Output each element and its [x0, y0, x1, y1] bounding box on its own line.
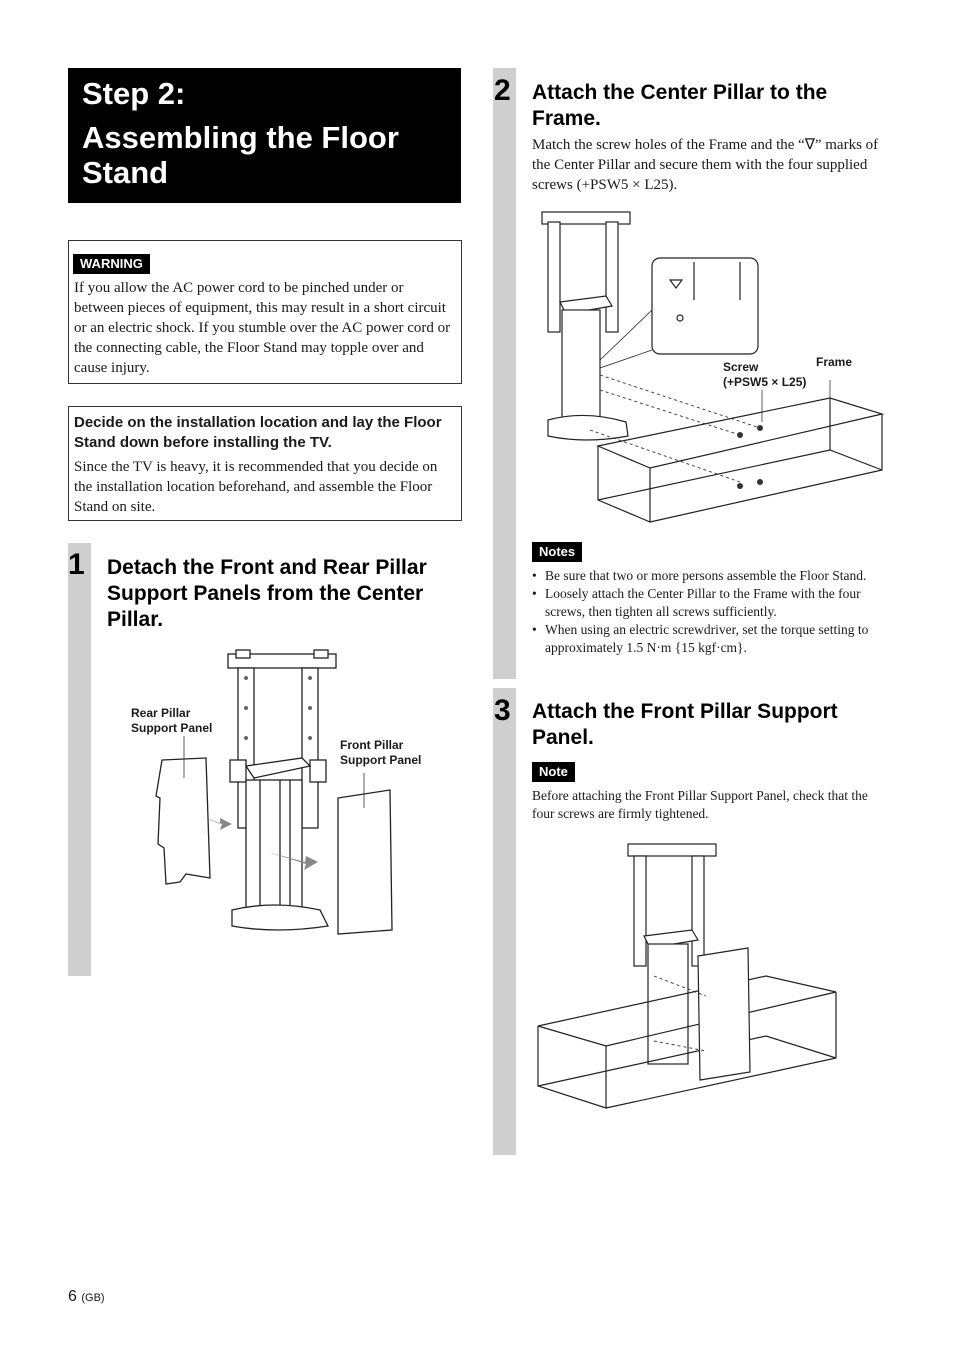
step1-heading: Detach the Front and Rear Pillar Support Panels from the Center Pillar. — [107, 556, 427, 631]
step3-note-text: Before attaching the Front Pillar Support Panel, check that the four screws are firmly tightened. — [532, 788, 868, 821]
decide-heading: Decide on the installation location and lay the Floor Stand down before installing the TV. — [74, 414, 442, 451]
note-tag: Note — [532, 762, 575, 782]
notes-list — [532, 567, 892, 657]
note-item: • Loosely attach the Center Pillar to the Frame with the four screws, then tighten all screws sufficiently. — [532, 585, 892, 621]
step2-heading: Attach the Center Pillar to the Frame. — [532, 81, 828, 130]
notes-tag: Notes — [532, 542, 582, 562]
warning-box — [68, 240, 462, 384]
step2-number: 2 — [494, 74, 511, 107]
label-screw-spec: (+PSW5 × L25) — [723, 375, 807, 389]
step1-bar — [68, 543, 91, 976]
label-front-pillar-panel: Front Pillar Support Panel — [340, 738, 422, 767]
label-rear-pillar-panel: Rear Pillar Support Panel — [131, 706, 213, 735]
warning-tag: WARNING — [73, 254, 150, 274]
step3-number: 3 — [494, 694, 511, 727]
page-number-value: 6 — [68, 1288, 77, 1305]
label-screw: Screw — [723, 360, 759, 374]
decide-box — [68, 406, 462, 521]
step3-illustration — [536, 836, 856, 1126]
note-item: • When using an electric screwdriver, set the torque setting to approximately 1.5 N·m {15 kgf·cm}. — [532, 621, 892, 657]
step3-bar — [493, 688, 516, 1155]
step2-text: Match the screw holes of the Frame and the “∇” marks of the Center Pillar and secure them with the four supplied screws (+PSW5 × L25). — [532, 137, 879, 193]
page-region: (GB) — [81, 1292, 105, 1304]
warning-text: If you allow the AC power cord to be pinched under or between pieces of equipment, this may result in a short circuit or an electric shock. If you stumble over the AC power cord or the connecting cable, the Floor Stand may topple over and cause injury. — [74, 280, 451, 376]
step3-heading: Attach the Front Pillar Support Panel. — [532, 700, 838, 749]
step1-number: 1 — [68, 548, 85, 581]
step1-illustration — [150, 648, 410, 943]
note-item: • Be sure that two or more persons assemble the Floor Stand. — [532, 567, 892, 585]
page-number — [68, 1288, 105, 1306]
page-title-step: Step 2: — [82, 76, 186, 111]
label-frame: Frame — [816, 355, 853, 369]
page-title-block — [68, 68, 461, 203]
step2-bar — [493, 68, 516, 679]
page-title: Assembling the Floor Stand — [82, 120, 399, 190]
step2-illustration — [530, 200, 890, 540]
decide-text: Since the TV is heavy, it is recommended that you decide on the installation location beforehand, and assemble the Floor Stand on site. — [74, 459, 438, 515]
